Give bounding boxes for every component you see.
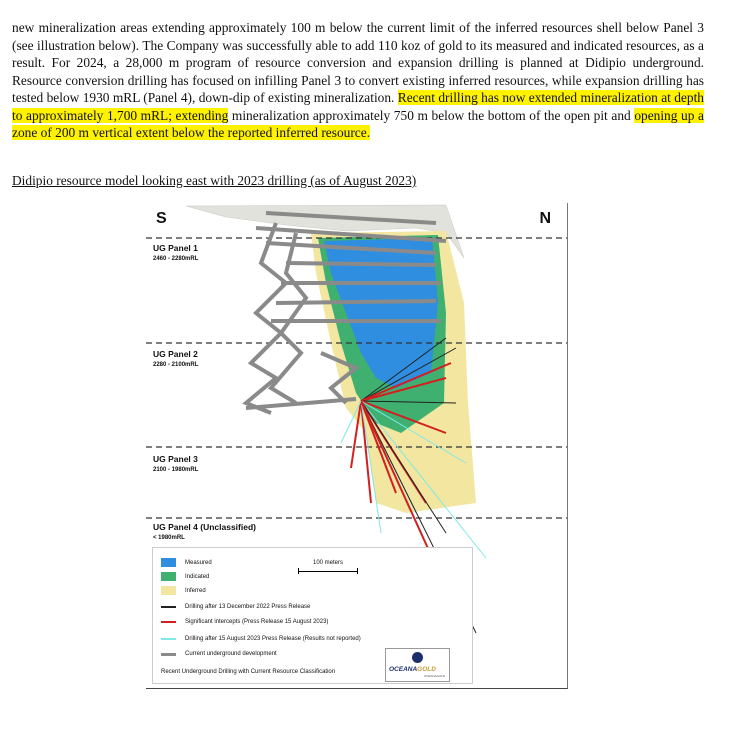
scale-label: 100 meters <box>312 560 343 566</box>
body-paragraph <box>12 19 704 142</box>
panel-name: UG Panel 1 <box>153 243 198 253</box>
panel-rl: 2280 - 2100mRL <box>153 362 199 368</box>
legend-swatch <box>161 572 176 581</box>
logo-name-a: OCEANA <box>389 666 418 673</box>
highlighted-text-1: Recent drilling has now extended mineralization at depth to approximately 1,700 mRL; extending <box>12 90 704 123</box>
panel-rl: 2460 - 2280mRL <box>153 256 199 262</box>
legend-swatch <box>161 558 176 567</box>
paragraph-text-2: mineralization approximately 750 m below the bottom of the open pit and <box>228 107 635 123</box>
panel-label-3 <box>153 454 198 476</box>
panel-label-4 <box>153 522 256 544</box>
legend-label: Measured <box>185 559 212 566</box>
legend-label: Current underground development <box>185 651 277 657</box>
legend-label: Indicated <box>185 573 210 580</box>
legend-measured <box>161 558 212 567</box>
highlighted-text-2: opening up a zone of 200 m vertical extent below the reported inferred resource. <box>12 107 704 140</box>
panel-name: UG Panel 3 <box>153 454 198 464</box>
legend-swatch <box>161 586 176 595</box>
logo-name <box>389 666 436 673</box>
legend-indicated <box>161 572 209 581</box>
resource-model-figure <box>146 203 568 689</box>
panel-name: UG Panel 4 (Unclassified) <box>153 522 256 532</box>
scale-bar <box>298 560 358 574</box>
legend-label: Inferred <box>185 587 206 594</box>
logo-name-b: GOLD <box>417 666 436 673</box>
legend-label: Significant intercepts (Press Release 15 August 2023) <box>185 619 329 625</box>
panel-label-2 <box>153 349 198 371</box>
legend-line <box>161 653 176 656</box>
legend-line <box>161 606 176 608</box>
figure-caption: Didipio resource model looking east with 2023 drilling (as of August 2023) <box>12 173 417 188</box>
oceanagold-logo <box>385 648 450 682</box>
legend-drilling-aug <box>161 636 361 642</box>
logo-mark-icon <box>412 652 423 663</box>
legend-significant <box>161 619 328 625</box>
logo-tagline: OCEANAGOLD <box>424 674 446 678</box>
legend-line <box>161 621 176 623</box>
legend-development <box>161 651 277 657</box>
panel-rl: 2100 - 1980mRL <box>153 467 199 473</box>
legend-drilling-dec <box>161 604 310 610</box>
south-label: S <box>156 210 167 227</box>
legend-label: Drilling after 15 August 2023 Press Release (Results not reported) <box>185 636 361 642</box>
legend-inferred <box>161 586 206 595</box>
panel-label-1 <box>153 243 198 265</box>
paragraph-text-1: new mineralization areas extending approximately 100 m below the current limit of the inferred resources shell below Panel 3 (see illustration below). The Company was successfully able to add 110 koz of gold to its measured and indicated resources, as a result. For 2024, a 28,000 m program of resource conversion and expansion drilling is planned at Didipio underground. Resource conversion drilling has focused on infilling Panel 3 to convert existing inferred resources, while expansion drilling has tested below 1930 mRL (Panel 4), down-dip of existing mineralization. <box>12 20 704 105</box>
panel-name: UG Panel 2 <box>153 349 198 359</box>
panel-rl: < 1980mRL <box>153 535 185 541</box>
legend-line <box>161 638 176 640</box>
legend-footer: Recent Underground Drilling with Current Resource Classification <box>161 669 336 675</box>
legend-label: Drilling after 13 December 2022 Press Release <box>185 604 311 610</box>
north-label: N <box>539 210 551 227</box>
